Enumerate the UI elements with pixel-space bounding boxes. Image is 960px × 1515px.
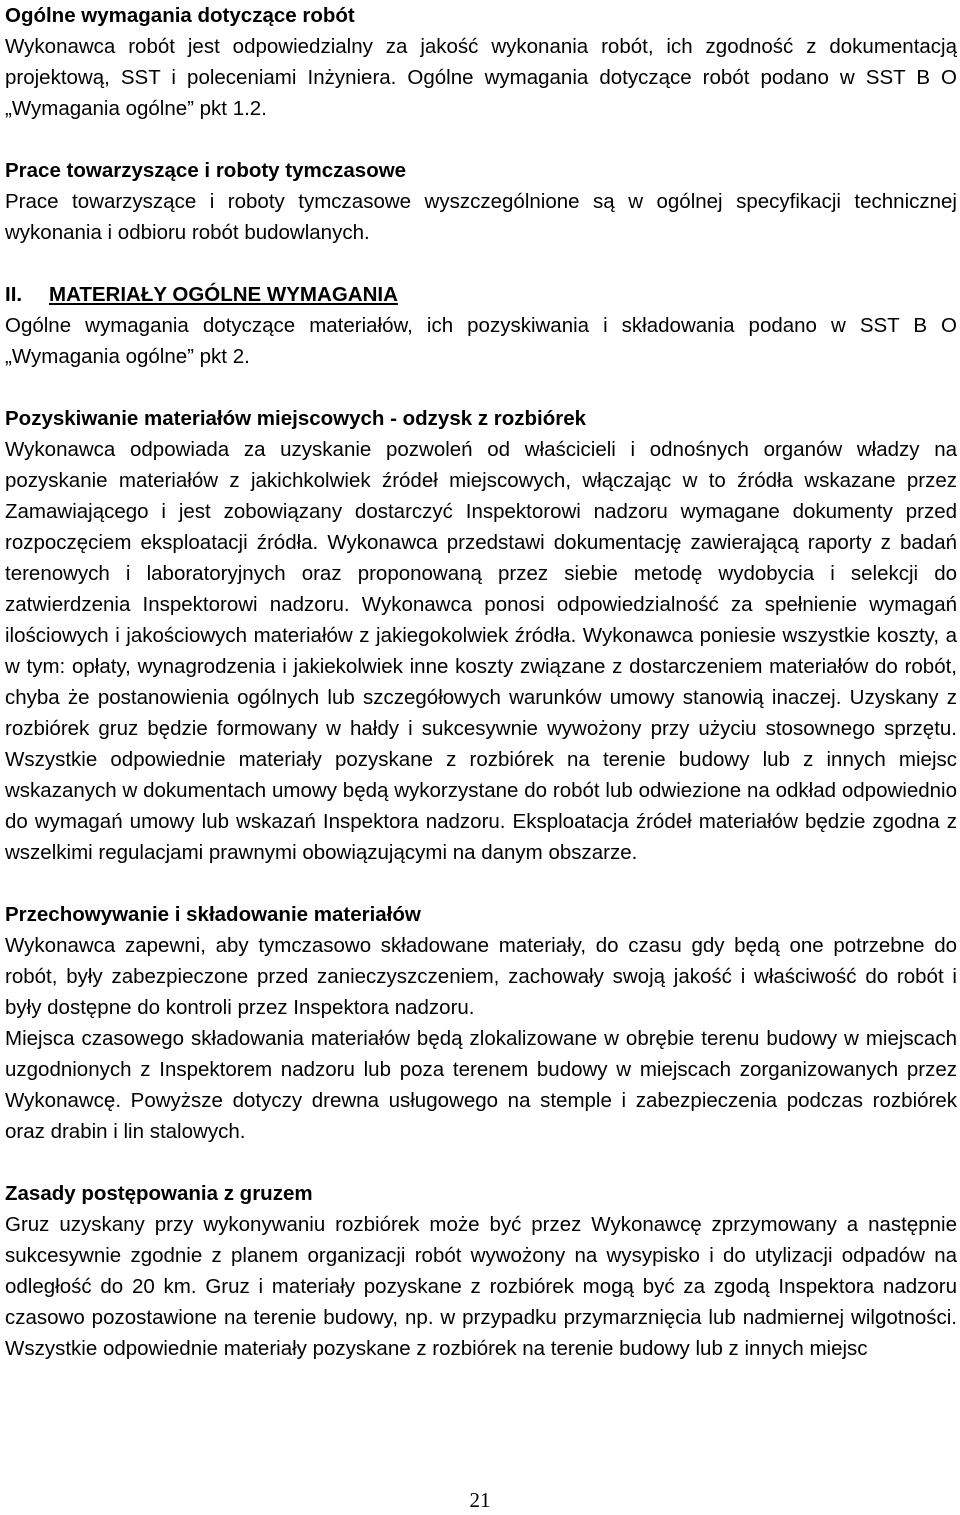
section-heading-storage: Przechowywanie i składowanie materiałów xyxy=(5,903,421,926)
chapter-title: MATERIAŁY OGÓLNE WYMAGANIA xyxy=(49,283,398,306)
chapter-heading-materials xyxy=(5,279,957,310)
document-page xyxy=(5,0,957,1364)
spacer xyxy=(5,868,957,899)
section-heading-accompanying-works: Prace towarzyszące i roboty tymczasowe xyxy=(5,159,407,182)
chapter-number: II. xyxy=(5,283,23,306)
paragraph-storage-2: Miejsca czasowego składowania materiałów będą zlokalizowane w obrębie terenu budowy w miejscach uzgodnionych z Inspektorem nadzoru lub poza terenem budowy w miejscach zorganizowanych przez Wykonawcę. Powyższe dotyczy drewna usługowego na stemple i zabezpieczenia podczas rozbiórek oraz drabin i lin stalowych. xyxy=(5,1027,957,1143)
paragraph-general-requirements: Wykonawca robót jest odpowiedzialny za jakość wykonania robót, ich zgodność z dokumentacją projektową, SST i poleceniami Inżyniera. Ogólne wymagania dotyczące robót podano w SST B O „Wymagania ogólne” pkt 1.2. xyxy=(5,35,957,120)
spacer xyxy=(5,1147,957,1178)
spacer xyxy=(5,372,957,403)
paragraph-accompanying-works: Prace towarzyszące i roboty tymczasowe wyszczególnione są w ogólnej specyfikacji technicznej wykonania i odbioru robót budowlanych. xyxy=(5,190,957,244)
paragraph-storage-1: Wykonawca zapewni, aby tymczasowo składowane materiały, do czasu gdy będą one potrzebne do robót, były zabezpieczone przed zanieczyszczeniem, zachowały swoją jakość i właściwość do robót i były dostępne do kontroli przez Inspektora nadzoru. xyxy=(5,934,957,1019)
section-heading-rubble: Zasady postępowania z gruzem xyxy=(5,1182,313,1205)
paragraph-local-materials: Wykonawca odpowiada za uzyskanie pozwoleń od właścicieli i odnośnych organów władzy na pozyskanie materiałów z jakichkolwiek źródeł miejscowych, włączając w to źródła wskazane przez Zamawiającego i jest zobowiązany dostarczyć Inspektorowi nadzoru wymagane dokumenty przed rozpoczęciem eksploatacji źródła. Wykonawca przedstawi dokumentację zawierającą raporty z badań terenowych i laboratoryjnych oraz proponowaną przez siebie metodę wydobycia i selekcji do zatwierdzenia Inspektorowi nadzoru. Wykonawca ponosi odpowiedzialność za spełnienie wymagań ilościowych i jakościowych materiałów z jakiegokolwiek źródła. Wykonawca poniesie wszystkie koszty, a w tym: opłaty, wynagrodzenia i jakiekolwiek inne koszty związane z dostarczeniem materiałów do robót, chyba że postanowienia ogólnych lub szczegółowych warunków umowy stanowią inaczej. Uzyskany z rozbiórek gruz będzie formowany w hałdy i sukcesywnie wywożony przy użyciu stosownego sprzętu. Wszystkie odpowiednie materiały pozyskane z rozbiórek na terenie budowy lub z innych miejsc wskazanych w dokumentach umowy będą wykorzystane do robót lub odwiezione na odkład odpowiednio do wymagań umowy lub wskazań Inspektora nadzoru. Eksploatacja źródeł materiałów będzie zgodna z wszelkimi regulacjami prawnymi obowiązującymi na danym obszarze. xyxy=(5,438,957,864)
paragraph-rubble: Gruz uzyskany przy wykonywaniu rozbiórek może być przez Wykonawcę zprzymowany a następnie sukcesywnie zgodnie z planem organizacji robót wywożony na wysypisko i do utylizacji odpadów na odległość do 20 km. Gruz i materiały pozyskane z rozbiórek mogą być za zgodą Inspektora nadzoru czasowo pozostawione na terenie budowy, np. w przypadku przymarznięcia lub nadmiernej wilgotności. Wszystkie odpowiednie materiały pozyskane z rozbiórek na terenie budowy lub z innych miejsc xyxy=(5,1213,957,1360)
page-number: 21 xyxy=(469,1488,491,1512)
spacer xyxy=(5,248,957,279)
section-heading-local-materials: Pozyskiwanie materiałów miejscowych - odzysk z rozbiórek xyxy=(5,407,587,430)
section-heading-general-requirements: Ogólne wymagania dotyczące robót xyxy=(5,4,355,27)
paragraph-materials-general: Ogólne wymagania dotyczące materiałów, ich pozyskiwania i składowania podano w SST B O „Wymagania ogólne” pkt 2. xyxy=(5,314,957,368)
spacer xyxy=(5,124,957,155)
